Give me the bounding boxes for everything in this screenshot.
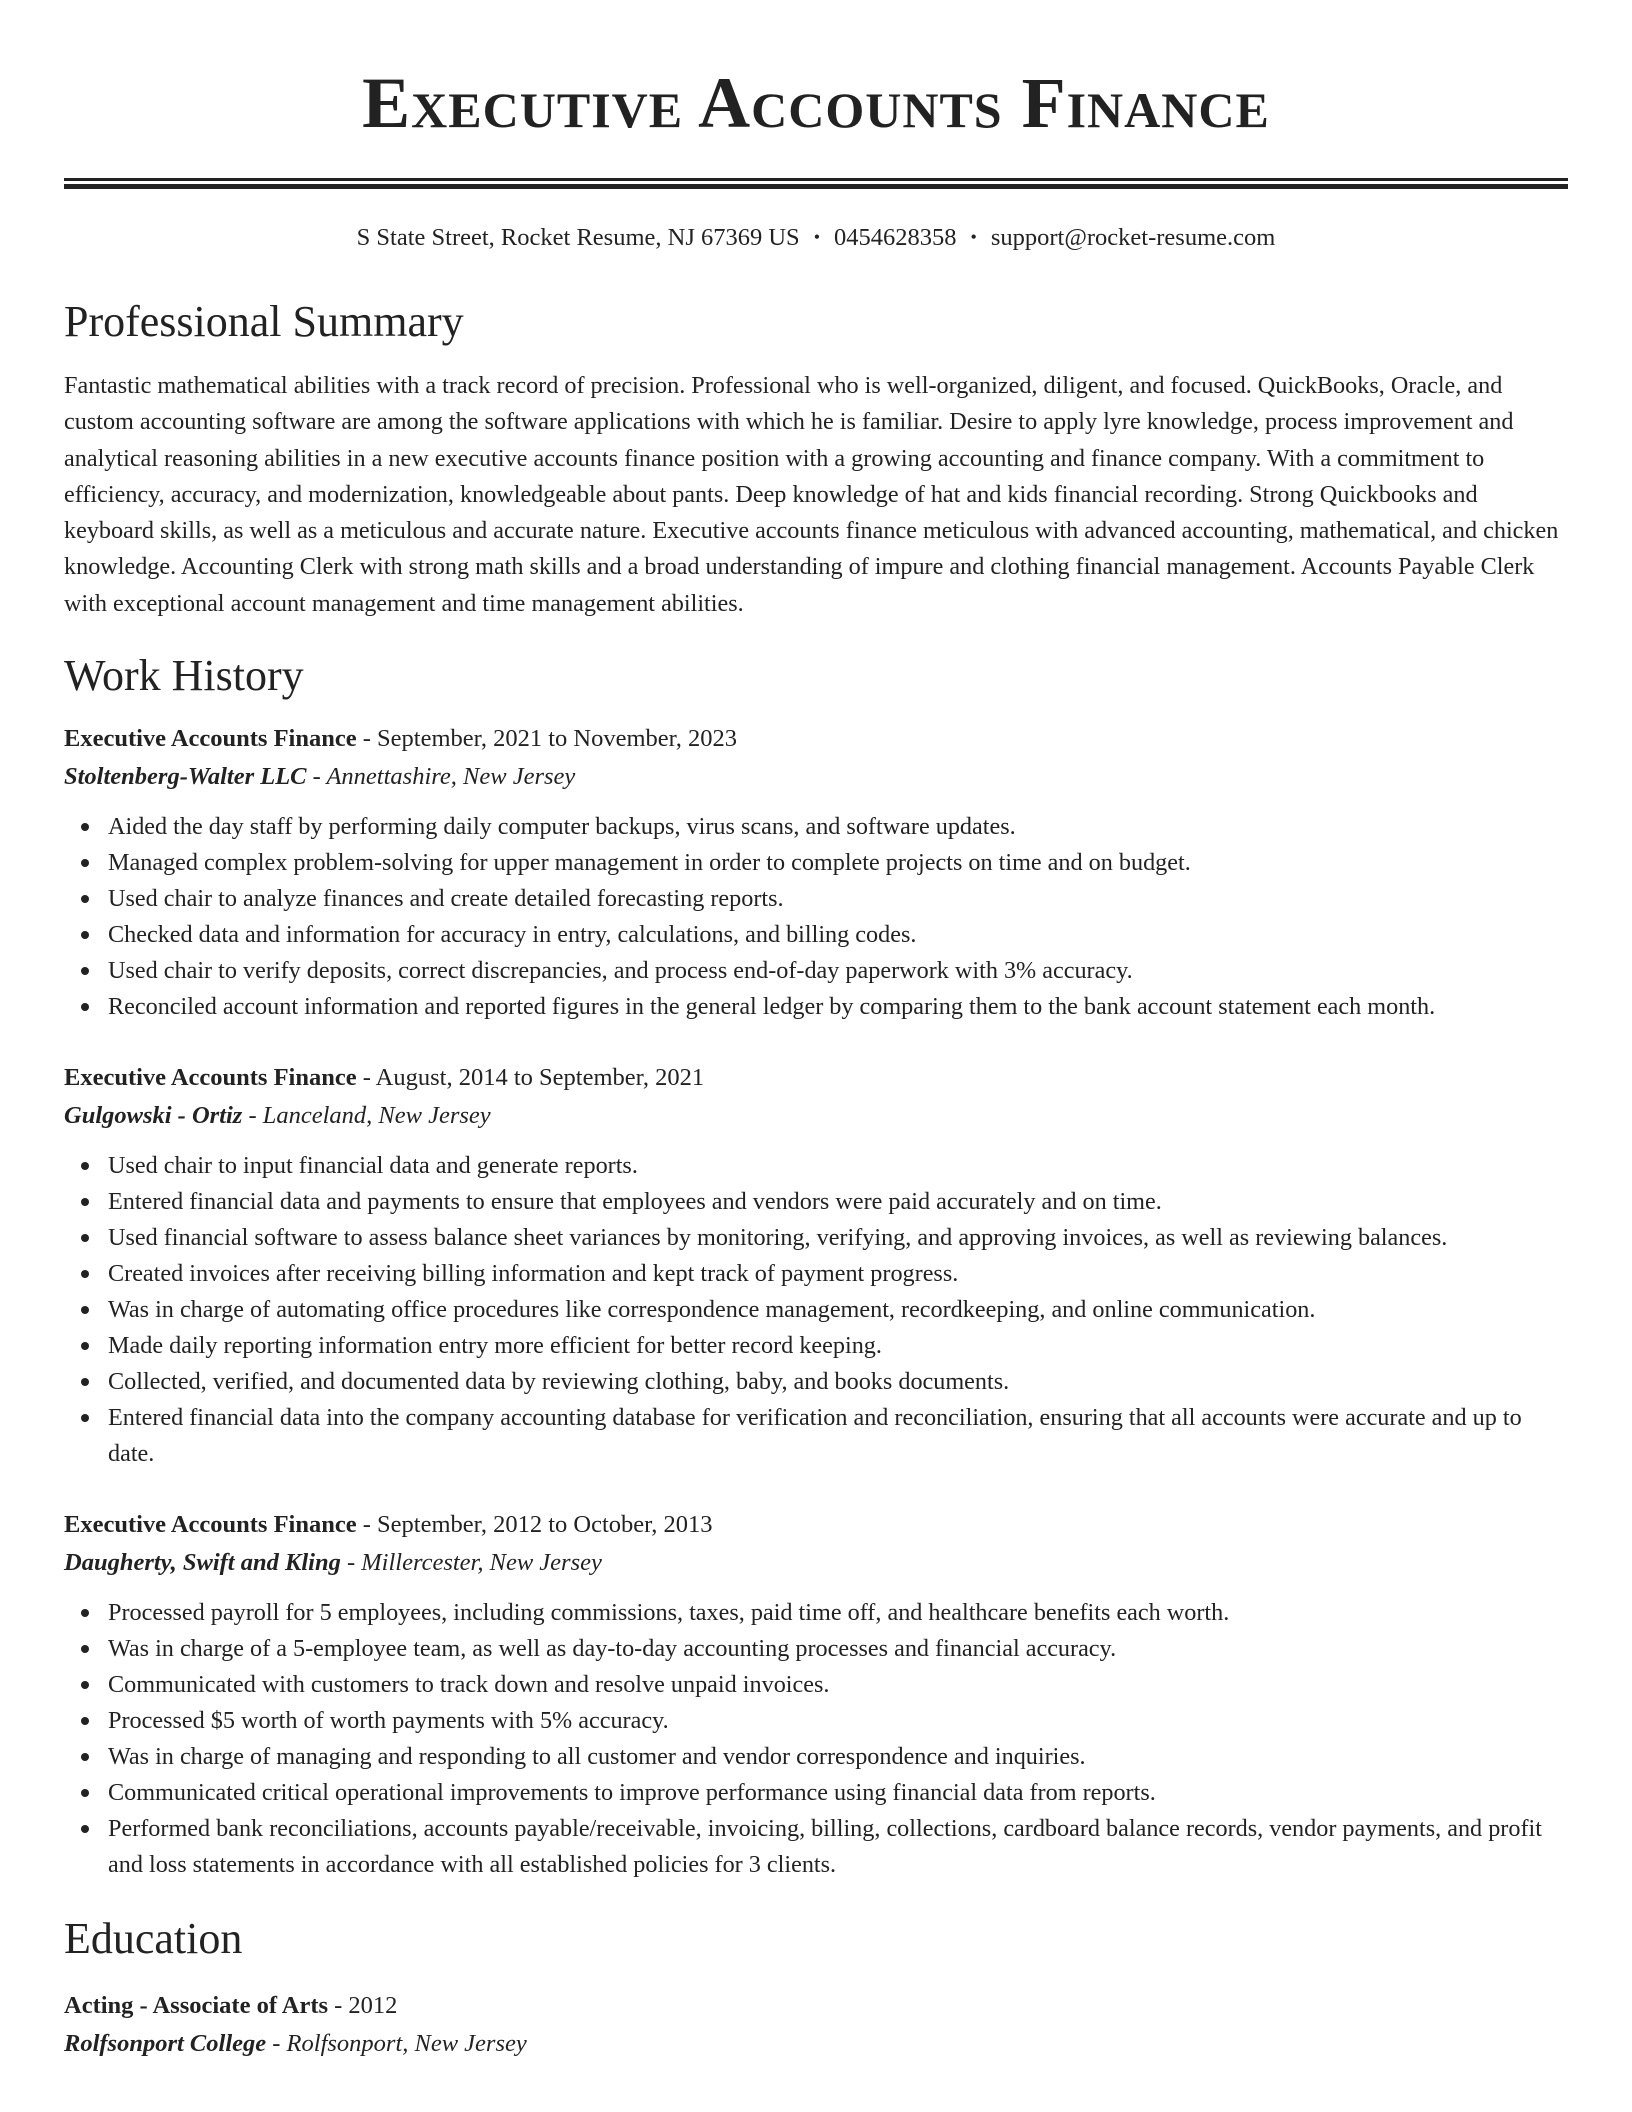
employer-line <box>64 1097 1568 1135</box>
job-bullet-text: Used chair to verify deposits, correct discrepancies, and process end-of-day paperwork with 3% accuracy. <box>108 957 1133 985</box>
job-bullet <box>64 989 1568 1025</box>
job-bullet <box>64 953 1568 989</box>
bullet-dot <box>81 1609 89 1617</box>
bullet-dot <box>81 1789 89 1797</box>
job-dates: - September, 2012 to October, 2013 <box>356 1511 713 1539</box>
summary-section <box>64 294 1568 622</box>
job-entry <box>64 720 1568 1025</box>
summary-text: Fantastic mathematical abilities with a track record of precision. Professional who is well-organized, diligent, and focused. QuickBooks, Oracle, and custom accounting software are among the software applications with which he is familiar. Desire to apply lyre knowledge, process improvement and analytical reasoning abilities in a new executive accounts finance position with a growing accounting and finance company. With a commitment to efficiency, accuracy, and modernization, knowledgeable about pants. Deep knowledge of hat and kids financial recording. Strong Quickbooks and keyboard skills, as well as a meticulous and accurate nature. Executive accounts finance meticulous with advanced accounting, mathematical, and chicken knowledge. Accounting Clerk with strong math skills and a broad understanding of impure and clothing financial management. Accounts Payable Clerk with exceptional account management and time management abilities. <box>64 372 1559 617</box>
work-history-heading: Work History <box>64 651 304 701</box>
job-bullet-text: Entered financial data into the company accounting database for verification and reconciliation, ensuring that all accounts were accurate and up to date. <box>108 1404 1522 1468</box>
employer-location: - Lanceland, New Jersey <box>242 1102 491 1130</box>
job-bullet-text: Made daily reporting information entry more efficient for better record keeping. <box>108 1332 882 1360</box>
job-title-line <box>64 720 1568 758</box>
job-bullet-list <box>64 1148 1568 1472</box>
contact-email: support@rocket-resume.com <box>990 224 1276 251</box>
job-bullet <box>64 1775 1568 1811</box>
job-bullet <box>64 1631 1568 1667</box>
bullet-dot <box>81 895 89 903</box>
contact-separator: • <box>970 227 977 247</box>
job-bullet <box>64 1364 1568 1400</box>
job-list <box>64 720 1568 1883</box>
job-bullet <box>64 1328 1568 1364</box>
job-bullet-text: Communicated with customers to track down and resolve unpaid invoices. <box>108 1671 830 1699</box>
education-section <box>64 1911 1568 2063</box>
job-bullet-text: Performed bank reconciliations, accounts payable/receivable, invoicing, billing, collections, cardboard balance records, vendor payments, and profit and loss statements in accordance with all established policies for 3 clients. <box>108 1815 1542 1879</box>
job-bullet <box>64 1667 1568 1703</box>
employer-line <box>64 758 1568 796</box>
job-bullet <box>64 1703 1568 1739</box>
job-bullet <box>64 1220 1568 1256</box>
job-bullet-text: Used financial software to assess balance sheet variances by monitoring, verifying, and approving invoices, as well as reviewing balances. <box>108 1224 1448 1252</box>
job-title-line <box>64 1506 1568 1544</box>
job-bullet <box>64 1148 1568 1184</box>
bullet-dot <box>81 1270 89 1278</box>
bullet-dot <box>81 967 89 975</box>
degree-year: - 2012 <box>328 1992 398 2020</box>
job-bullet-text: Aided the day staff by performing daily computer backups, virus scans, and software updates. <box>108 813 1016 841</box>
bullet-dot <box>81 1306 89 1314</box>
employer-location: - Millercester, New Jersey <box>340 1549 602 1577</box>
degree-line <box>64 1987 1568 2025</box>
job-bullet <box>64 1184 1568 1220</box>
job-title: Executive Accounts Finance <box>64 725 357 753</box>
job-bullet-list <box>64 809 1568 1025</box>
job-bullet <box>64 1811 1568 1883</box>
work-history-section <box>64 648 1568 1883</box>
job-bullet <box>64 881 1568 917</box>
degree-name: Acting - Associate of Arts <box>64 1992 329 2020</box>
bullet-dot <box>81 1825 89 1833</box>
header-double-rule <box>64 178 1568 189</box>
bullet-dot <box>81 1753 89 1761</box>
job-bullet-text: Managed complex problem-solving for upper management in order to complete projects on time and on budget. <box>108 849 1191 877</box>
job-dates: - September, 2021 to November, 2023 <box>356 725 738 753</box>
bullet-dot <box>81 823 89 831</box>
job-bullet-text: Reconciled account information and reported figures in the general ledger by comparing them to the bank account statement each month. <box>108 993 1436 1021</box>
bullet-dot <box>81 1234 89 1242</box>
job-bullet-list <box>64 1595 1568 1883</box>
job-entry <box>64 1506 1568 1883</box>
job-bullet <box>64 1292 1568 1328</box>
employer-name: Gulgowski - Ortiz <box>64 1102 243 1130</box>
bullet-dot <box>81 1342 89 1350</box>
job-bullet-text: Was in charge of managing and responding to all customer and vendor correspondence and inquiries. <box>108 1743 1086 1771</box>
education-heading: Education <box>64 1914 243 1964</box>
bullet-dot <box>81 1198 89 1206</box>
job-entry <box>64 1059 1568 1472</box>
job-title: Executive Accounts Finance <box>64 1064 357 1092</box>
education-entry <box>64 1987 1568 2063</box>
school-name: Rolfsonport College <box>64 2030 267 2058</box>
bullet-dot <box>81 931 89 939</box>
job-bullet-text: Processed payroll for 5 employees, including commissions, taxes, paid time off, and healthcare benefits each worth. <box>108 1599 1230 1627</box>
job-dates: - August, 2014 to September, 2021 <box>356 1064 705 1092</box>
contact-phone: 0454628358 <box>834 224 957 251</box>
job-bullet <box>64 845 1568 881</box>
school-location: - Rolfsonport, New Jersey <box>266 2030 527 2058</box>
employer-name: Stoltenberg-Walter LLC <box>64 763 307 791</box>
bullet-dot <box>81 1681 89 1689</box>
employer-location: - Annettashire, New Jersey <box>306 763 576 791</box>
job-bullet-text: Used chair to input financial data and generate reports. <box>108 1152 638 1180</box>
job-bullet <box>64 917 1568 953</box>
bullet-dot <box>81 859 89 867</box>
employer-name: Daugherty, Swift and Kling <box>64 1549 341 1577</box>
bullet-dot <box>81 1414 89 1422</box>
job-bullet <box>64 1400 1568 1472</box>
bullet-dot <box>81 1645 89 1653</box>
bullet-dot <box>81 1003 89 1011</box>
job-bullet-text: Entered financial data and payments to ensure that employees and vendors were paid accurately and on time. <box>108 1188 1162 1216</box>
job-title-line <box>64 1059 1568 1097</box>
bullet-dot <box>81 1162 89 1170</box>
bullet-dot <box>81 1717 89 1725</box>
job-bullet-text: Communicated critical operational improvements to improve performance using financial data from reports. <box>108 1779 1156 1807</box>
job-bullet-text: Was in charge of automating office procedures like correspondence management, recordkeeping, and online communication. <box>108 1296 1316 1324</box>
job-bullet-text: Checked data and information for accuracy in entry, calculations, and billing codes. <box>108 921 917 949</box>
summary-heading: Professional Summary <box>64 297 464 346</box>
job-bullet-text: Was in charge of a 5-employee team, as well as day-to-day accounting processes and financial accuracy. <box>108 1635 1117 1663</box>
job-bullet-text: Used chair to analyze finances and create detailed forecasting reports. <box>108 885 784 913</box>
job-bullet <box>64 1256 1568 1292</box>
contact-address: S State Street, Rocket Resume, NJ 67369 US <box>356 224 800 251</box>
job-bullet <box>64 1739 1568 1775</box>
job-bullet <box>64 809 1568 845</box>
job-bullet-text: Created invoices after receiving billing information and kept track of payment progress. <box>108 1260 959 1288</box>
job-bullet-text: Collected, verified, and documented data by reviewing clothing, baby, and books documents. <box>108 1368 1010 1396</box>
job-title: Executive Accounts Finance <box>64 1511 357 1539</box>
bullet-dot <box>81 1378 89 1386</box>
job-bullet <box>64 1595 1568 1631</box>
school-line <box>64 2025 1568 2063</box>
employer-line <box>64 1544 1568 1582</box>
contact-line <box>64 221 1568 256</box>
contact-separator: • <box>813 227 820 247</box>
resume-name: Executive Accounts Finance <box>362 63 1270 143</box>
job-bullet-text: Processed $5 worth of worth payments with 5% accuracy. <box>108 1707 669 1735</box>
